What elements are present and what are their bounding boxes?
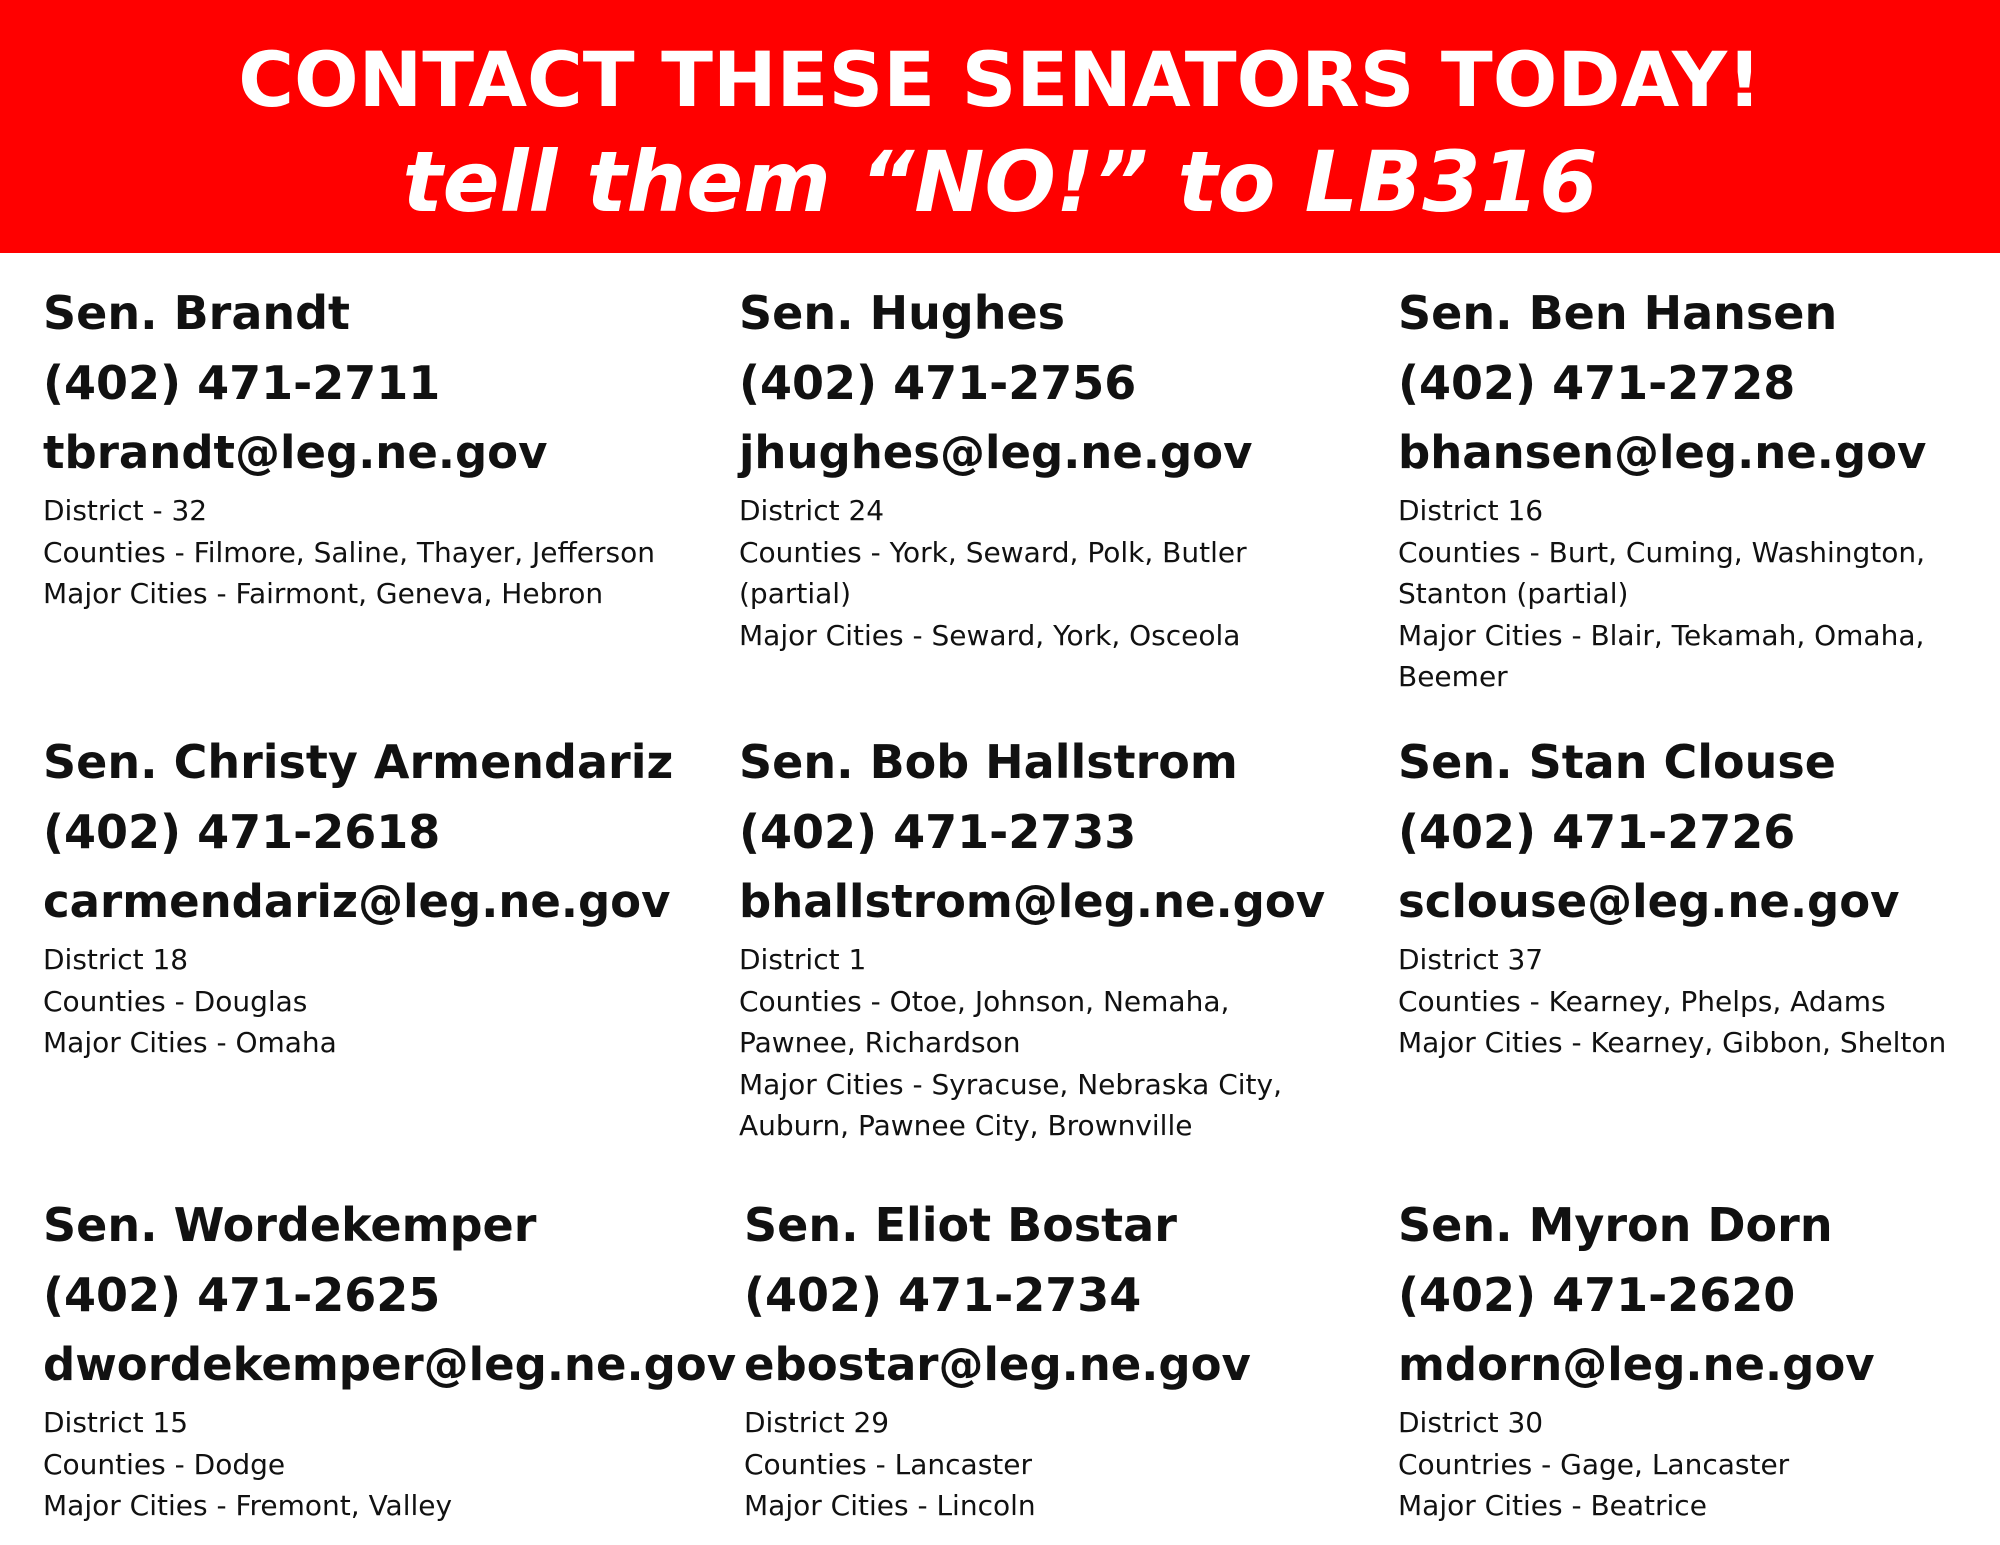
senator-card	[739, 278, 1399, 656]
senator-details	[43, 939, 703, 1064]
senator-email: bhansen@leg.ne.gov	[1398, 426, 1927, 479]
senator-email: sclouse@leg.ne.gov	[1398, 875, 1900, 928]
senator-name: Sen. Myron Dorn	[1398, 1198, 1833, 1252]
senator-detail-line: Counties - Filmore, Saline, Thayer, Jefferson	[43, 535, 655, 569]
senator-detail-line: District 15	[43, 1406, 189, 1439]
senator-details	[43, 1402, 703, 1527]
senator-card	[744, 1190, 1404, 1527]
senator-email: carmendariz@leg.ne.gov	[43, 875, 671, 928]
senator-phone: (402) 471-2728	[1398, 356, 1796, 410]
senator-detail-line: Auburn, Pawnee City, Brownville	[739, 1109, 1193, 1142]
senator-detail-line: Counties - Lancaster	[744, 1447, 1033, 1481]
page-title: CONTACT THESE SENATORS TODAY!	[238, 35, 1762, 124]
senator-detail-line: District 24	[739, 494, 885, 527]
senator-details	[1398, 939, 2000, 1064]
senator-detail-line: District 37	[1398, 943, 1544, 976]
senator-detail-line: Pawnee, Richardson	[739, 1026, 1021, 1059]
senator-detail-line: District - 32	[43, 494, 208, 527]
senator-detail-line: District 1	[739, 943, 867, 976]
senator-detail-line: Counties - Burt, Cuming, Washington,	[1398, 535, 1926, 569]
senator-email: mdorn@leg.ne.gov	[1398, 1338, 1875, 1391]
senator-name: Sen. Ben Hansen	[1398, 286, 1838, 340]
senator-details	[1398, 490, 2000, 698]
senator-detail-line: Countries - Gage, Lancaster	[1398, 1447, 1790, 1481]
senator-detail-line: Stanton (partial)	[1398, 577, 1629, 610]
senator-detail-line: Counties - York, Seward, Polk, Butler	[739, 535, 1247, 569]
senator-phone: (402) 471-2733	[739, 805, 1137, 859]
senator-phone: (402) 471-2756	[739, 356, 1137, 410]
senator-detail-line: Major Cities - Kearney, Gibbon, Shelton	[1398, 1026, 1947, 1059]
senator-card	[1398, 727, 2000, 1064]
senator-details	[739, 490, 1399, 656]
senator-email: jhughes@leg.ne.gov	[739, 426, 1253, 479]
senator-card	[1398, 278, 2000, 698]
senator-detail-line: Counties - Douglas	[43, 984, 308, 1018]
senator-card	[43, 1190, 737, 1527]
senator-detail-line: District 16	[1398, 494, 1544, 527]
senator-card	[739, 727, 1399, 1147]
senator-phone: (402) 471-2625	[43, 1268, 441, 1322]
senator-email: dwordekemper@leg.ne.gov	[43, 1338, 737, 1391]
senator-detail-line: Major Cities - Beatrice	[1398, 1489, 1707, 1522]
senator-phone: (402) 471-2726	[1398, 805, 1796, 859]
senator-detail-line: District 30	[1398, 1406, 1544, 1439]
senator-phone: (402) 471-2711	[43, 356, 441, 410]
senator-detail-line: Major Cities - Omaha	[43, 1026, 337, 1059]
senator-details	[739, 939, 1399, 1147]
senator-card	[1398, 1190, 2000, 1527]
senator-name: Sen. Christy Armendariz	[43, 735, 674, 789]
senator-detail-line: Major Cities - Lincoln	[744, 1489, 1036, 1522]
page-subtitle: tell them “NO!” to LB316	[402, 133, 1598, 231]
header-banner	[0, 0, 2000, 253]
senator-detail-line: Major Cities - Fairmont, Geneva, Hebron	[43, 577, 604, 610]
senator-email: bhallstrom@leg.ne.gov	[739, 875, 1326, 928]
senator-detail-line: Counties - Otoe, Johnson, Nemaha,	[739, 984, 1230, 1018]
senator-detail-line: Beemer	[1398, 660, 1508, 693]
senator-details	[1398, 1402, 2000, 1527]
senator-name: Sen. Hughes	[739, 286, 1066, 340]
senator-detail-line: Counties - Kearney, Phelps, Adams	[1398, 984, 1886, 1018]
senator-email: ebostar@leg.ne.gov	[744, 1338, 1251, 1391]
senator-detail-line: Major Cities - Syracuse, Nebraska City,	[739, 1067, 1282, 1101]
senator-details	[744, 1402, 1404, 1527]
senator-detail-line: District 29	[744, 1406, 890, 1439]
senator-phone: (402) 471-2618	[43, 805, 441, 859]
senator-name: Sen. Eliot Bostar	[744, 1198, 1177, 1252]
senator-phone: (402) 471-2620	[1398, 1268, 1796, 1322]
senator-detail-line: (partial)	[739, 577, 851, 610]
senator-name: Sen. Bob Hallstrom	[739, 735, 1238, 789]
senator-card	[43, 278, 703, 615]
senator-name: Sen. Wordekemper	[43, 1198, 537, 1252]
senator-phone: (402) 471-2734	[744, 1268, 1142, 1322]
senator-card	[43, 727, 703, 1064]
senator-detail-line: Major Cities - Fremont, Valley	[43, 1489, 453, 1522]
senator-detail-line: Counties - Dodge	[43, 1447, 286, 1481]
senator-detail-line: Major Cities - Blair, Tekamah, Omaha,	[1398, 618, 1925, 652]
senator-name: Sen. Stan Clouse	[1398, 735, 1836, 789]
senator-detail-line: Major Cities - Seward, York, Osceola	[739, 618, 1241, 652]
senator-email: tbrandt@leg.ne.gov	[43, 426, 548, 479]
senator-detail-line: District 18	[43, 943, 189, 976]
senator-details	[43, 490, 703, 615]
senator-name: Sen. Brandt	[43, 286, 351, 340]
